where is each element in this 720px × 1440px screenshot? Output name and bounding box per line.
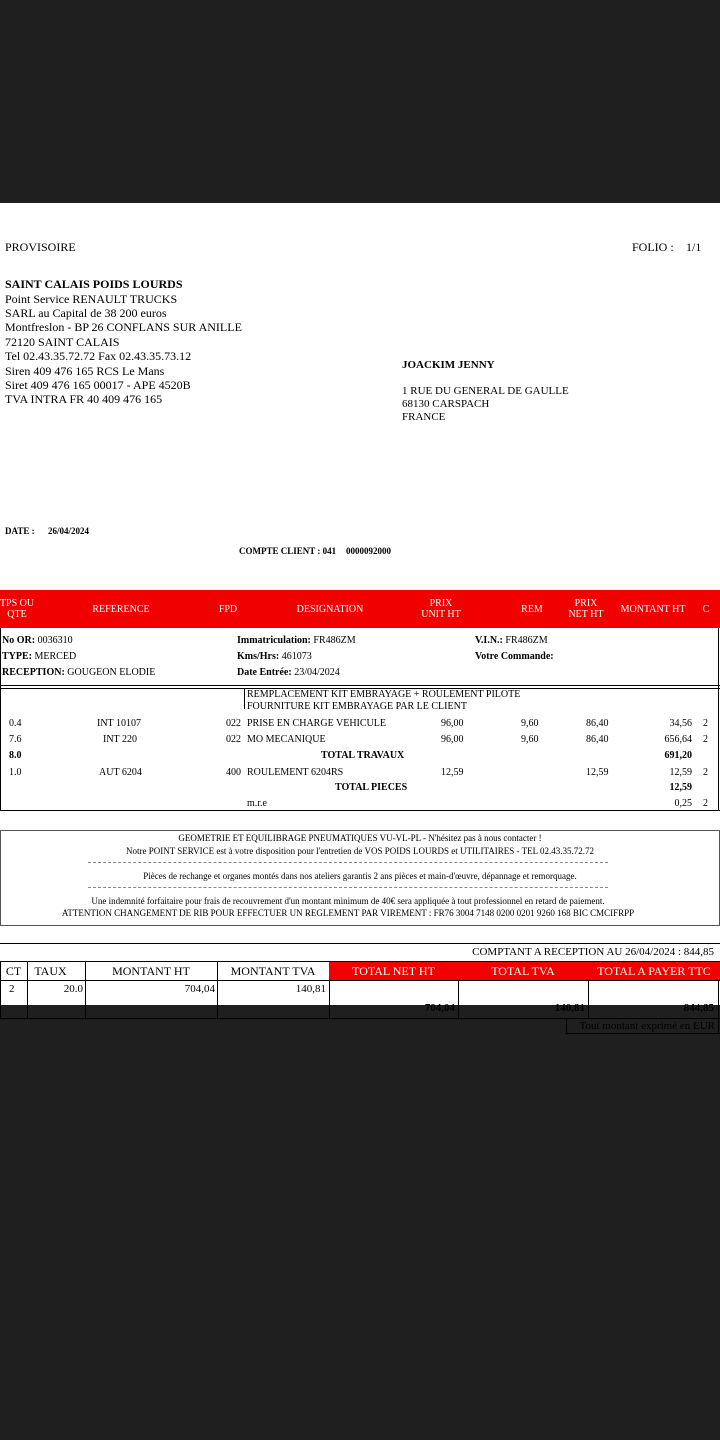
folio-value: 1/1 (686, 240, 702, 254)
line-c: 2 (703, 734, 708, 745)
notice-line: Une indemnité forfaitaire pour frais de recouvrement d'un montant minimum de 40€ sera appliquée à tout professionnel en retard de paiement. (91, 896, 605, 906)
notice-line: Pièces de rechange et organes montés dans nos ateliers garantis 2 ans pièces et main-d'œuvre, dépannage et remorquage. (143, 871, 577, 881)
line-reference: INT 220 (103, 734, 137, 745)
line-amount: 12,59 (669, 767, 692, 778)
summary-montant-ht: 704,04 (184, 983, 215, 995)
col-header-fpd: FPD (218, 603, 238, 615)
summary-total-net: 704,04 (424, 1002, 455, 1014)
line-reference: AUT 6204 (99, 767, 142, 778)
summary-border (718, 980, 719, 1034)
company-line: Tel 02.43.35.72.72 Fax 02.43.35.73.12 (5, 349, 192, 363)
col-header-prix-unit: PRIX UNIT HT (421, 598, 461, 620)
mre-c: 2 (703, 798, 708, 809)
account-number: 0000092000 (346, 546, 391, 556)
vin: V.I.N.: FR486ZM (475, 635, 548, 646)
folio-label: FOLIO : (632, 240, 674, 254)
col-header-montant: MONTANT HT (620, 603, 686, 615)
line-unit-price: 96,00 (441, 718, 464, 729)
notice-divider (88, 887, 608, 888)
document-status: PROVISOIRE (5, 240, 76, 254)
company-line: Siren 409 476 165 RCS Le Mans (5, 364, 165, 378)
line-net-price: 86,40 (586, 734, 609, 745)
notice-divider (88, 862, 608, 863)
row-divider (0, 685, 720, 686)
summary-border (0, 962, 1, 1018)
total-parts-value: 12,59 (669, 782, 692, 793)
reception-agent: RECEPTION: GOUGEON ELODIE (2, 667, 156, 678)
summary-h-montant-ht: MONTANT HT (112, 964, 190, 978)
customer-order-label: Votre Commande: (475, 651, 554, 662)
summary-border (566, 1033, 720, 1034)
summary-ct: 2 (9, 983, 15, 995)
line-qte: 0.4 (9, 718, 22, 729)
work-title-line: REMPLACEMENT KIT EMBRAYAGE + ROULEMENT PILOTE (247, 689, 521, 700)
summary-table (0, 962, 720, 1034)
date-label: DATE : (5, 526, 35, 536)
invoice-page (0, 203, 720, 1005)
order-number: No OR: 0036310 (2, 635, 73, 646)
company-name: SAINT CALAIS POIDS LOURDS (5, 277, 183, 291)
line-discount: 9,60 (521, 718, 539, 729)
work-title-line: FOURNITURE KIT EMBRAYAGE PAR LE CLIENT (247, 701, 467, 712)
summary-montant-tva: 140,81 (295, 983, 326, 995)
table-border-right (718, 628, 719, 811)
cell-divider (244, 689, 245, 709)
client-address-line: 1 RUE DU GENERAL DE GAULLE (402, 385, 569, 397)
summary-h-taux: TAUX (34, 964, 67, 978)
line-designation: PRISE EN CHARGE VEHICULE (247, 718, 386, 729)
client-name: JOACKIM JENNY (402, 359, 495, 371)
line-qte: 7.6 (9, 734, 22, 745)
line-c: 2 (703, 718, 708, 729)
currency-note: Tout montant exprimé en EUR (579, 1020, 715, 1032)
date-value: 26/04/2024 (48, 526, 90, 536)
registration: Immatriculation: FR486ZM (237, 635, 356, 646)
entry-date: Date Entrée: 23/04/2024 (237, 667, 340, 678)
line-qte: 1.0 (9, 767, 22, 778)
company-line: TVA INTRA FR 40 409 476 165 (5, 392, 163, 406)
summary-total-ttc: 844,85 (683, 1002, 714, 1014)
col-header-reference: REFERENCE (92, 603, 150, 615)
client-address-line: FRANCE (402, 411, 446, 423)
col-header-prix-net: PRIX NET HT (568, 598, 604, 620)
line-fpd: 022 (226, 734, 241, 745)
company-line: SARL au Capital de 38 200 euros (5, 306, 167, 320)
line-designation: MO MECANIQUE (247, 734, 326, 745)
line-fpd: 400 (226, 767, 241, 778)
summary-h-montant-tva: MONTANT TVA (230, 964, 316, 978)
col-header-qte: TPS OU QTE (0, 598, 35, 620)
line-net-price: 12,59 (586, 767, 609, 778)
summary-h-ct: CT (5, 964, 22, 978)
account-label: COMPTE CLIENT : 041 (239, 546, 337, 556)
rib-notice: ATTENTION CHANGEMENT DE RIB POUR EFFECTUER UN REGLEMENT PAR VIREMENT : FR76 3004 7148 0200 0201 9260 168 BIC CMCIFRPP (61, 908, 635, 918)
mre-value: 0,25 (674, 798, 692, 809)
summary-total-tva: 140,81 (554, 1002, 585, 1014)
summary-row-divider (0, 980, 720, 981)
notice-line: Notre POINT SERVICE est à votre disposition pour l'entretien de VOS POIDS LOURDS et UTILITAIRES - TEL 02.43.35.72.72 (125, 846, 595, 856)
line-fpd: 022 (226, 718, 241, 729)
company-line: Point Service RENAULT TRUCKS (5, 292, 178, 306)
line-reference: INT 10107 (97, 718, 141, 729)
line-net-price: 86,40 (586, 718, 609, 729)
total-parts-label: TOTAL PIECES (335, 782, 408, 793)
company-line: 72120 SAINT CALAIS (5, 335, 120, 349)
line-unit-price: 96,00 (441, 734, 464, 745)
company-line: Montfreslon - BP 26 CONFLANS SUR ANILLE (5, 320, 242, 334)
line-amount: 656,64 (664, 734, 692, 745)
summary-top-border (0, 943, 720, 944)
total-labour-value: 691,20 (664, 750, 692, 761)
payment-terms: COMPTANT A RECEPTION AU 26/04/2024 : 844,85 (472, 946, 714, 958)
line-amount: 34,56 (669, 718, 692, 729)
mre-label: m.r.e (247, 798, 267, 809)
summary-h-total-net: TOTAL NET HT (352, 964, 435, 978)
company-line: Siret 409 476 165 00017 - APE 4520B (5, 378, 191, 392)
col-header-designation: DESIGNATION (296, 603, 364, 615)
line-unit-price: 12,59 (441, 767, 464, 778)
line-discount: 9,60 (521, 734, 539, 745)
mileage: Kms/Hrs: 461073 (237, 651, 312, 662)
table-border-left (0, 628, 1, 811)
summary-bottom-border (0, 1018, 720, 1019)
total-labour-label: TOTAL TRAVAUX (321, 750, 405, 761)
summary-h-total-ttc: TOTAL A PAYER TTC (597, 964, 711, 978)
summary-taux: 20.0 (63, 983, 83, 995)
table-border-bottom (0, 810, 720, 811)
col-header-rem: REM (521, 603, 543, 615)
line-c: 2 (703, 767, 708, 778)
vehicle-type: TYPE: MERCED (2, 651, 77, 662)
line-designation: ROULEMENT 6204RS (247, 767, 344, 778)
summary-h-total-tva: TOTAL TVA (491, 964, 555, 978)
items-table (0, 590, 720, 811)
total-labour-qte: 8.0 (9, 750, 22, 761)
col-header-c: C (702, 603, 710, 615)
notice-line: GEOMETRIE ET EQUILIBRAGE PNEUMATIQUES VU-VL-PL - N'hésitez pas à nous contacter ! (178, 833, 542, 843)
client-address-line: 68130 CARSPACH (402, 398, 490, 410)
